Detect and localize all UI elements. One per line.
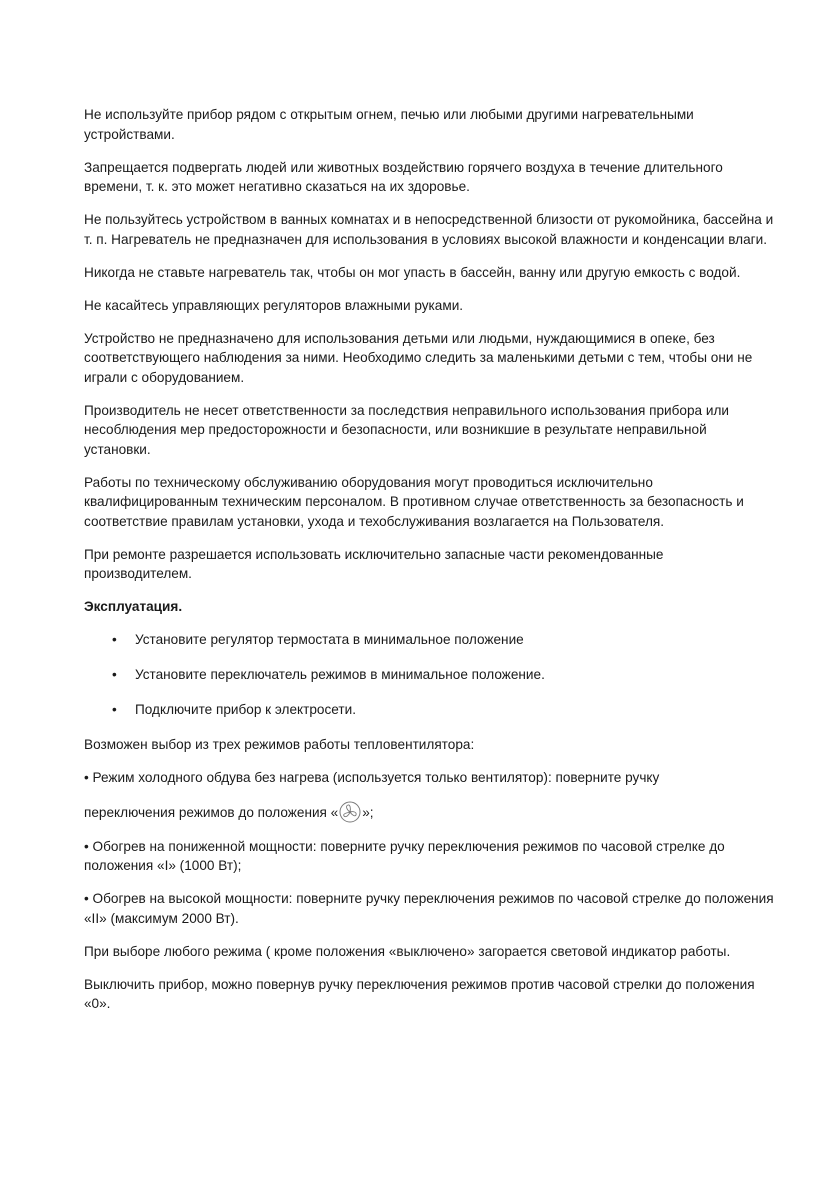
- paragraph-maintenance: Работы по техническому обслуживанию оборудования могут проводиться исключительно квалифицированным техническим персоналом. В противном случае ответственность за безопасность и соответствие правилам установки, ухода и техобслуживания возлагается на Пользователя.: [84, 474, 744, 529]
- mode-cold-text-after: »;: [362, 805, 374, 820]
- paragraph-liability: Производитель не несет ответственности за последствия неправильного использования прибора или несоблюдения мер предосторожности и безопасности, или возникшие в результате неправильной установки.: [84, 402, 729, 457]
- mode-cold-line-2: [84, 801, 774, 823]
- document-page: [84, 105, 774, 1027]
- mode-low-power: • Обогрев на пониженной мощности: поверните ручку переключения режимов по часовой стрелке до положения «I» (1000 Вт);: [84, 838, 725, 873]
- paragraph-modes-intro: Возможен выбор из трех режимов работы тепловентилятора:: [84, 737, 475, 752]
- mode-cold-text-before: переключения режимов до положения «: [84, 805, 339, 820]
- paragraph-open-fire-warning: Не используйте прибор рядом с открытым огнем, печью или любыми другими нагревательными устройствами.: [84, 107, 694, 142]
- list-item: [84, 630, 774, 650]
- paragraph-bathroom-warning: Не пользуйтесь устройством в ванных комнатах и в непосредственной близости от рукомойника, бассейна и т. п. Нагреватель не предназначен для использования в условиях высокой влажности и конденсации влаги.: [84, 212, 774, 247]
- list-item: [84, 700, 774, 720]
- bullet-icon: •: [112, 632, 117, 647]
- paragraph-wet-hands-warning: Не касайтесь управляющих регуляторов влажными руками.: [84, 297, 464, 313]
- bullet-icon: •: [112, 667, 117, 682]
- list-item-text: Установите регулятор термостата в минимальное положение: [135, 632, 524, 647]
- section-heading-operation: Эксплуатация.: [84, 599, 183, 614]
- bullet-icon: •: [112, 702, 117, 717]
- operation-steps-list: [84, 630, 774, 720]
- fan-icon: [339, 801, 361, 823]
- paragraph-shutdown: Выключить прибор, можно повернув ручку переключения режимов против часовой стрелки до положения «0».: [84, 976, 755, 1011]
- paragraph-children-warning: Устройство не предназначено для использования детьми или людьми, нуждающимися в опеке, без соответствующего наблюдения за ними. Необходимо следить за маленькими детьми с тем, чтобы они не играли с оборудованием.: [84, 330, 753, 385]
- list-item-text: Подключите прибор к электросети.: [135, 702, 356, 717]
- mode-cold-line-1: • Режим холодного обдува без нагрева (используется только вентилятор): поверните ручку: [84, 770, 660, 785]
- list-item: [84, 665, 774, 685]
- paragraph-indicator: При выборе любого режима ( кроме положения «выключено» загорается световой индикатор работы.: [84, 943, 731, 959]
- mode-high-power: • Обогрев на высокой мощности: поверните ручку переключения режимов по часовой стрелке до положения «II» (максимум 2000 Вт).: [84, 891, 774, 926]
- list-item-text: Установите переключатель режимов в минимальное положение.: [135, 667, 545, 682]
- paragraph-hot-air-warning: Запрещается подвергать людей или животных воздействию горячего воздуха в течение длительного времени, т. к. это может негативно сказаться на их здоровье.: [84, 159, 723, 194]
- paragraph-water-placement-warning: Никогда не ставьте нагреватель так, чтобы он мог упасть в бассейн, ванну или другую емкость с водой.: [84, 264, 741, 280]
- paragraph-spare-parts: При ремонте разрешается использовать исключительно запасные части рекомендованные производителем.: [84, 546, 664, 581]
